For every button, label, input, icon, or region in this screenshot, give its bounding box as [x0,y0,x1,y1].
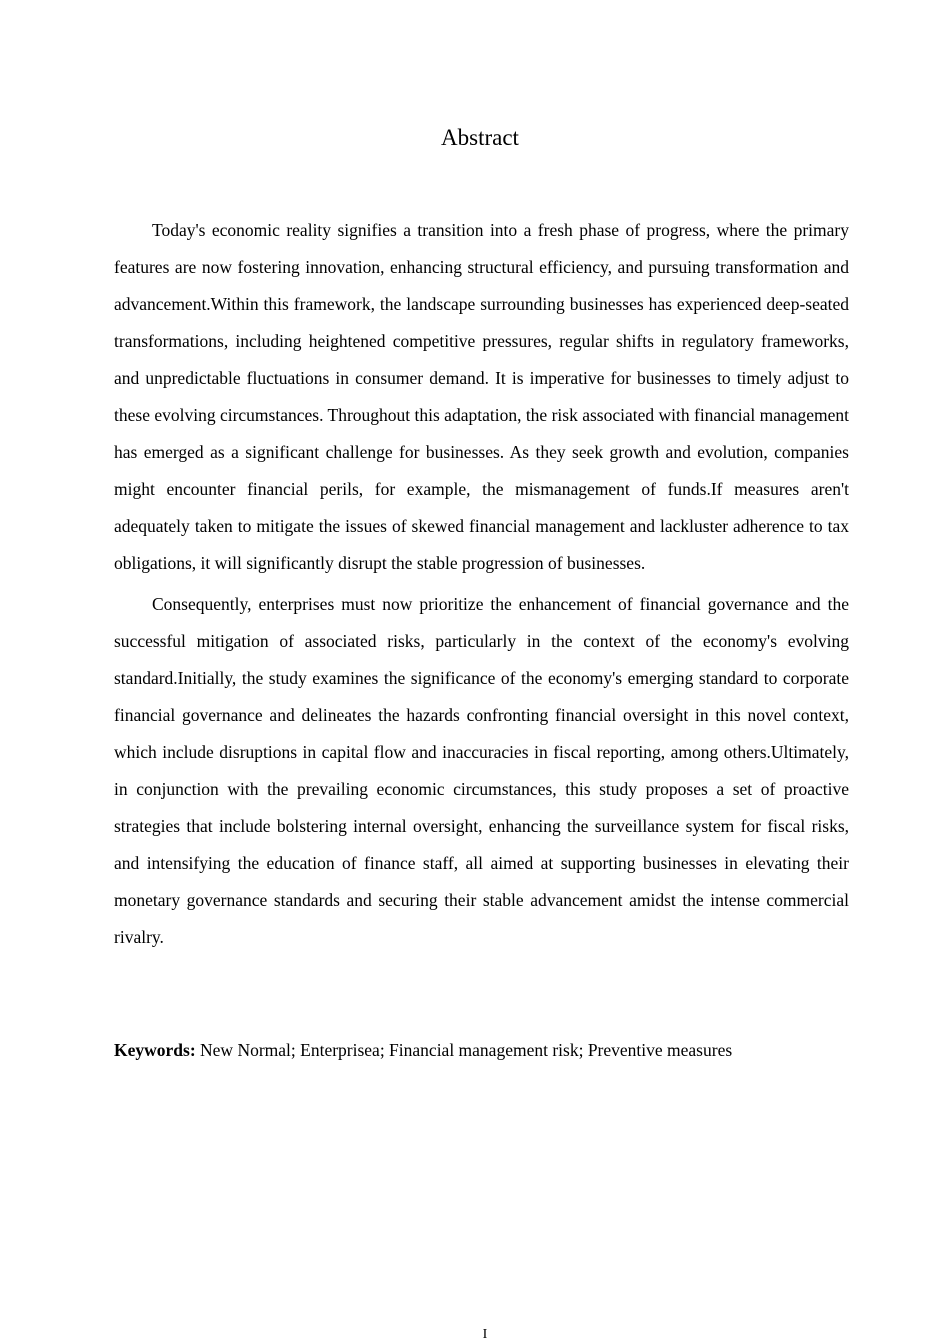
page-number: I [482,1327,488,1342]
abstract-title: Abstract [441,125,519,150]
abstract-paragraph-1: Today's economic reality signifies a transition into a fresh phase of progress, where the primary features are now fostering innovation, enhancing structural efficiency, and pursuing transformation and advancement.Within this framework, the landscape surrounding businesses has experienced deep-seated transformations, including heightened competitive pressures, regular shifts in regulatory frameworks, and unpredictable fluctuations in consumer demand. It is imperative for businesses to timely adjust to these evolving circumstances. Throughout this adaptation, the risk associated with financial management has emerged as a significant challenge for businesses. As they seek growth and evolution, companies might encounter financial perils, for example, the mismanagement of funds.If measures aren't adequately taken to mitigate the issues of skewed financial management and lackluster adherence to tax obligations, it will significantly disrupt the stable progression of businesses. [114,220,849,573]
abstract-body [114,212,849,960]
keywords-line [114,1036,849,1064]
abstract-paragraph-2: Consequently, enterprises must now prioritize the enhancement of financial governance and the successful mitigation of associated risks, particularly in the context of the economy's evolving standard.Initially, the study examines the significance of the economy's emerging standard to corporate financial governance and delineates the hazards confronting financial oversight in this novel context, which include disruptions in capital flow and inaccuracies in fiscal reporting, among others.Ultimately, in conjunction with the prevailing economic circumstances, this study proposes a set of proactive strategies that include bolstering internal oversight, enhancing the surveillance system for fiscal risks, and intensifying the education of finance staff, all aimed at supporting businesses in elevating their monetary governance standards and securing their stable advancement amidst the intense commercial rivalry. [114,594,849,947]
keywords-label: Keywords: [114,1040,196,1060]
keywords-text: New Normal; Enterprisea; Financial management risk; Preventive measures [195,1040,733,1060]
